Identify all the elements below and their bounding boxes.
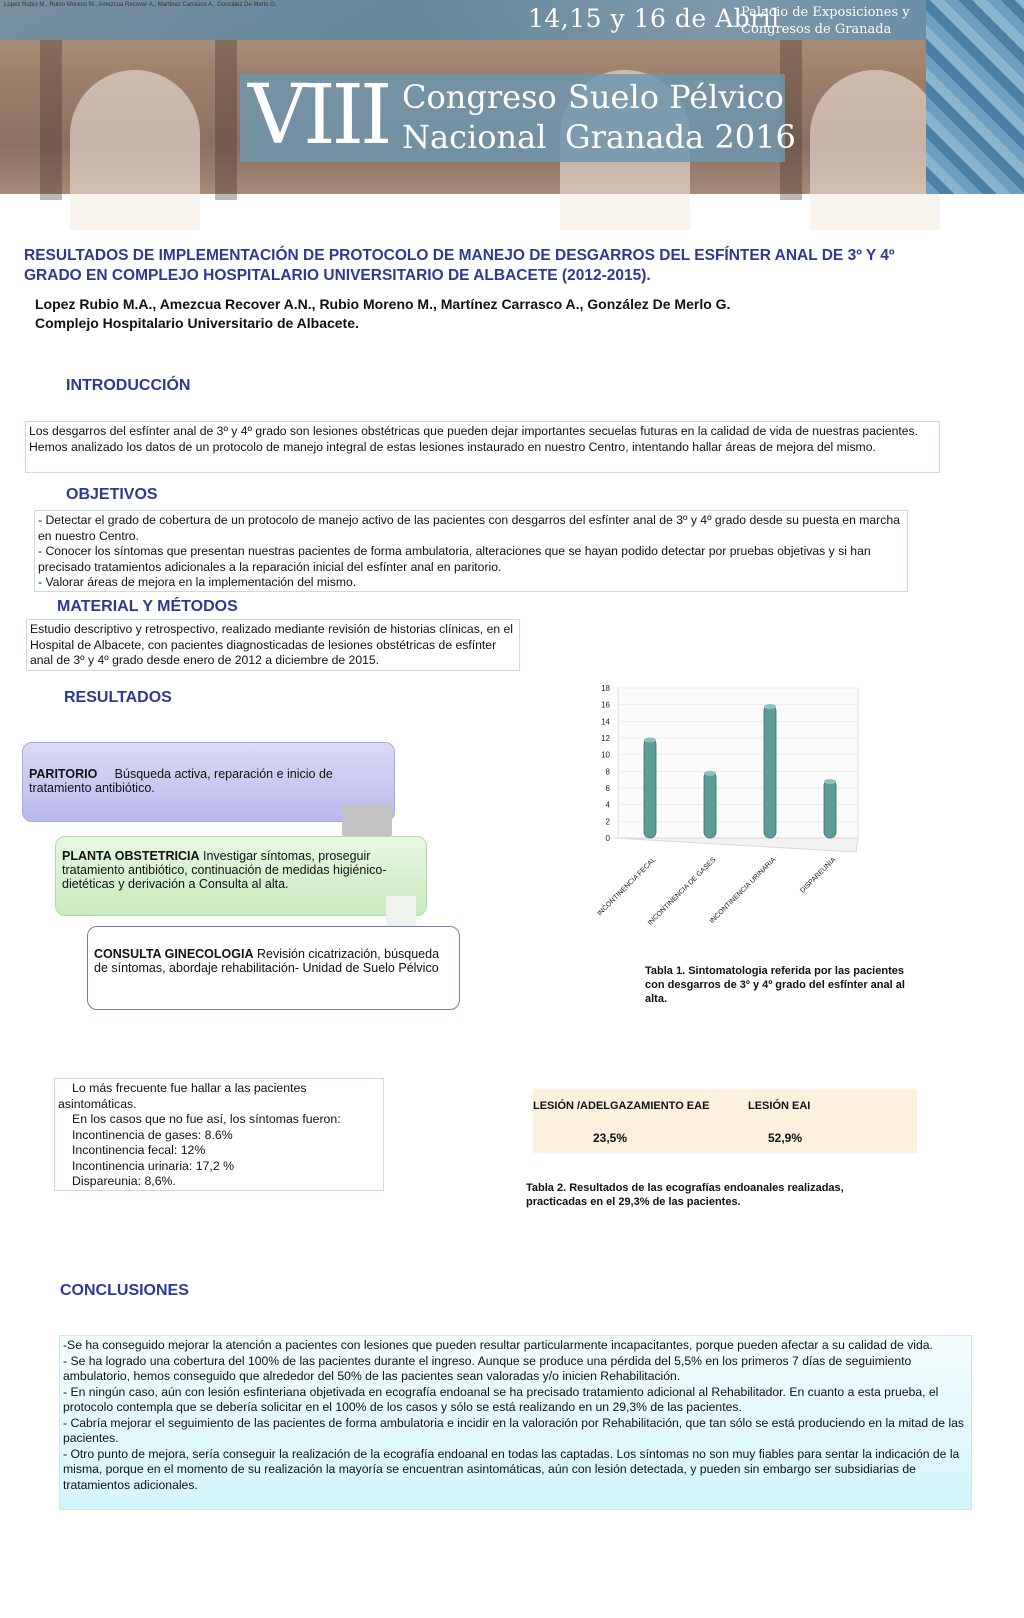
authors-block <box>35 295 730 333</box>
objetivo-item: - Conocer los síntomas que presentan nuestras pacientes de forma ambulatoria, alteraciones que se hayan podido detectar por pruebas objetivas y si han precisado tratamientos adicionales a la reparación inicial del esfínter anal en paritorio. <box>38 544 871 574</box>
symptoms-bar-chart <box>590 680 870 940</box>
chart-y-tick-label: 6 <box>605 784 610 793</box>
banner-pillar <box>40 40 62 200</box>
chart-bar-top <box>824 779 836 784</box>
congress-word-suelo-pelvico: Suelo Pélvico <box>568 78 784 116</box>
summary-line: Dispareunia: 8,6%. <box>72 1174 176 1188</box>
chart-y-tick-label: 0 <box>605 834 610 843</box>
chart-y-tick-label: 10 <box>601 750 610 760</box>
conclusion-item: -Se ha conseguido mejorar la atención a pacientes con lesiones que pueden resultar particularmente incapacitantes, porque pueden afectar a su calidad de vida. <box>63 1338 933 1352</box>
banner-tile-pattern <box>926 0 1024 194</box>
chart-bar <box>644 738 656 838</box>
chart-x-tick-label: INCONTINENCIA FECAL <box>596 856 658 918</box>
conclusion-item: - Otro punto de mejora, sería conseguir la realización de la ecografía endoanal en todas las captadas. Los síntomas no son muy fiables para sentar la indicación de la misma, porque en el momento de su realización la mayoría se encuentran asintomáticas, aún con lesión detectada, y pueden sin embargo ser subsidiarias de tratamientos adicionales. <box>63 1446 960 1492</box>
chart-y-tick-label: 18 <box>601 684 610 693</box>
table2-header-eae: LESIÓN /ADELGAZAMIENTO EAE <box>533 1100 710 1112</box>
summary-line: Incontinencia fecal: 12% <box>72 1143 206 1157</box>
congress-banner <box>0 0 1024 194</box>
chart-bar-top <box>764 704 776 709</box>
flow-consulta-title: CONSULTA GINECOLOGIA <box>94 947 254 961</box>
banner-pillar <box>215 40 237 200</box>
venue-line-2: Congresos de Granada <box>741 22 892 37</box>
flow-arrow-stem <box>342 805 392 835</box>
conclusiones-box <box>59 1335 972 1510</box>
summary-line: Incontinencia urinaria: 17,2 % <box>72 1158 235 1173</box>
chart-x-tick-label: INCONTINENCIA DE GASES <box>647 856 718 927</box>
author-list: Lopez Rubio M.A., Amezcua Recover A.N., Rubio Moreno M., Martínez Carrasco A., González De Merlo G. <box>35 296 731 312</box>
banner-arch <box>810 70 940 230</box>
chart-bar <box>704 771 716 838</box>
summary-line: Incontinencia de gases: 8.6% <box>72 1127 233 1142</box>
heading-objetivos: OBJETIVOS <box>66 486 158 503</box>
table2-value-eai: 52,9% <box>768 1131 803 1145</box>
summary-line: asintomáticas. <box>58 1096 137 1111</box>
heading-resultados: RESULTADOS <box>64 689 172 706</box>
chart-y-tick-label: 4 <box>605 800 610 810</box>
flow-box-consulta <box>87 926 460 1010</box>
ultrasound-table <box>533 1089 917 1153</box>
banner-arch <box>70 70 200 230</box>
chart-y-tick-label: 8 <box>605 767 610 777</box>
chart-y-tick-label: 14 <box>601 717 610 727</box>
affiliation: Complejo Hospitalario Universitario de Albacete. <box>35 315 359 331</box>
summary-line: Lo más frecuente fue hallar a las pacientes <box>72 1081 307 1095</box>
material-box: Estudio descriptivo y retrospectivo, realizado mediante revisión de historias clínicas, en el Hospital de Albacete, con pacientes diagnosticadas de lesiones obstétricas de esfínter anal de 3º y 4º grado desde enero de 2012 a diciembre de 2015. <box>26 619 520 671</box>
chart-x-tick-label: DISPAREUNIA <box>799 856 838 895</box>
flow-consulta-text: Revisión cicatrización, búsqueda de síntomas, abordaje rehabilitación- Unidad de Suelo Pélvico <box>94 947 440 975</box>
chart-x-tick-label: INCONTINENCIA URINARIA <box>708 856 778 926</box>
chart-bar <box>824 780 836 838</box>
poster-title: RESULTADOS DE IMPLEMENTACIÓN DE PROTOCOLO DE MANEJO DE DESGARROS DEL ESFÍNTER ANAL DE 3º Y 4º GRADO EN COMPLEJO HOSPITALARIO UNIVERSITARIO DE ALBACETE (2012-2015). <box>24 247 895 284</box>
congress-date: 14,15 y 16 de Abril <box>528 4 780 33</box>
conclusion-item: - En ningún caso, aún con lesión esfinteriana objetivada en ecografía endoanal se ha precisado tratamiento adicional al Rehabilitador. En cuanto a esta prueba, el protocolo contempla que se debería solicitar en el 100% de los casos y sólo se está realizando en un 29,3% de las pacientes. <box>63 1384 939 1414</box>
flow-paritorio-title: PARITORIO <box>29 767 98 781</box>
chart-y-tick-label: 12 <box>601 734 610 743</box>
objetivo-item: - Detectar el grado de cobertura de un protocolo de manejo activo de las pacientes con desgarros del esfínter anal de 3º y 4º grado desde su puesta en marcha en nuestro Centro. <box>38 513 900 543</box>
flow-box-paritorio <box>22 742 395 822</box>
objetivos-box <box>34 510 908 592</box>
conclusion-item: - Se ha logrado una cobertura del 100% de las pacientes durante el ingreso. Aunque se produce una pérdida del 5,5% en los primeros 7 días de seguimiento ambulatorio, hemos conseguido que alrededor del 50% de las pacientes sean valoradas y/o inicien Rehabilitación. <box>63 1353 912 1383</box>
heading-material-metodos: MATERIAL Y MÉTODOS <box>57 598 238 615</box>
table2-header-eai: LESIÓN EAI <box>748 1100 811 1112</box>
congress-word-granada: Granada 2016 <box>565 118 796 156</box>
chart-bar-top <box>704 771 716 776</box>
heading-introduccion: INTRODUCCIÓN <box>66 377 191 394</box>
venue-line-1: Palacio de Exposiciones y <box>741 5 910 20</box>
summary-line: En los casos que no fue así, los síntomas fueron: <box>72 1112 341 1126</box>
heading-conclusiones: CONCLUSIONES <box>60 1282 189 1299</box>
chart-y-tick-label: 2 <box>605 817 610 827</box>
table2-caption: Tabla 2. Resultados de las ecografías endoanales realizadas, practicadas en el 29,3% de las pacientes. <box>526 1182 844 1208</box>
banner-tiny-header: Lopez Rubio M., Rubio Moreno M., Amezcua Recover A., Martinez Carrasco A., González De Merlo G. <box>4 2 277 8</box>
flow-paritorio-text: Búsqueda activa, reparación e inicio de tratamiento antibiótico. <box>29 767 333 795</box>
table2-value-eae: 23,5% <box>593 1131 628 1145</box>
chart-caption: Tabla 1. Sintomatologia referida por las pacientes con desgarros de 3º y 4º grado del esfínter anal al alta. <box>645 965 905 1005</box>
chart-floor <box>614 838 858 852</box>
flow-planta-title: PLANTA OBSTETRICIA <box>62 849 200 863</box>
congress-word-nacional: Nacional <box>402 118 547 156</box>
congress-venue <box>741 4 910 38</box>
introduccion-box: Los desgarros del esfínter anal de 3º y 4º grado son lesiones obstétricas que pueden dejar importantes secuelas futuras en la calidad de vida de nuestras pacientes. Hemos analizado los datos de un protocolo de manejo integral de estas lesiones instaurado en nuestro Centro, intentando hallar áreas de mejora del mismo. <box>25 421 940 473</box>
chart-bar-top <box>644 738 656 743</box>
flow-box-planta <box>55 836 427 916</box>
summary-box <box>54 1078 384 1191</box>
congress-roman-numeral: VIII <box>248 68 389 163</box>
flow-planta-text: Investigar síntomas, proseguir tratamiento antibiótico, continuación de medidas higiénico-dietéticas y derivación a Consulta al alta. <box>62 849 387 891</box>
chart-y-tick-label: 16 <box>601 700 610 710</box>
objetivo-item: - Valorar áreas de mejora en la implementación del mismo. <box>38 575 357 589</box>
congress-word-congreso: Congreso <box>402 78 557 116</box>
conclusion-item: - Cabría mejorar el seguimiento de las pacientes de forma ambulatoria e incidir en la valoración por Rehabilitación, que tan sólo se está produciendo en la mitad de las pacientes. <box>63 1415 965 1445</box>
flow-arrow-stem-2 <box>386 896 416 926</box>
chart-bar <box>764 705 776 838</box>
